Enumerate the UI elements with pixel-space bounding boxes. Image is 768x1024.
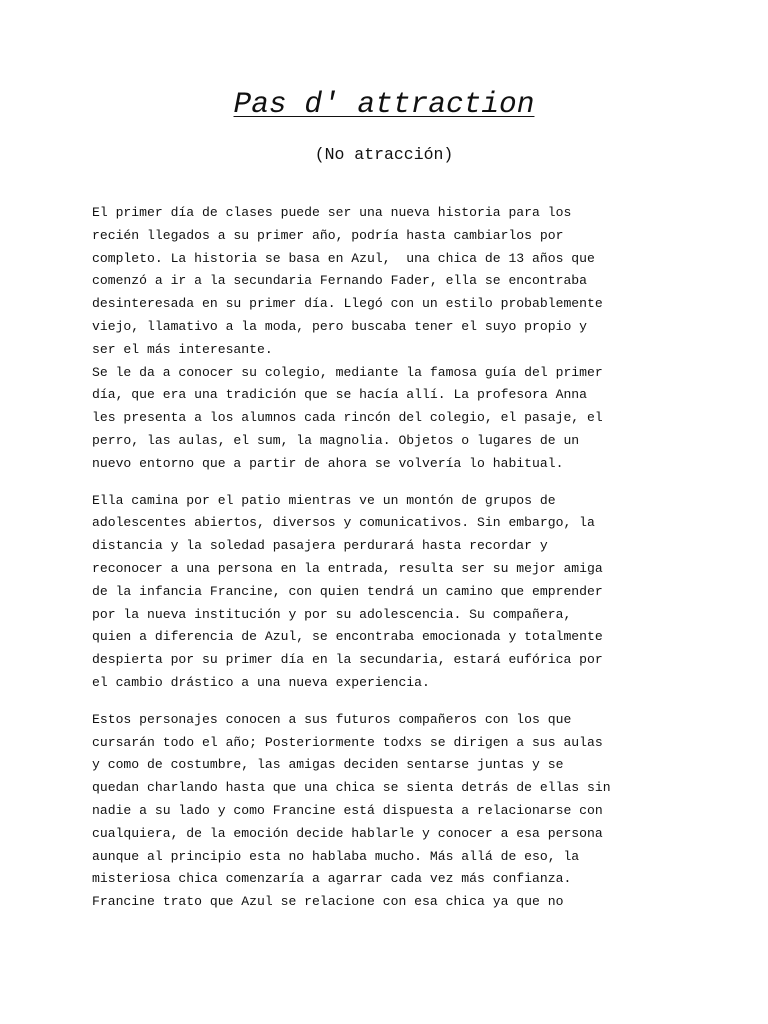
document-body — [92, 202, 692, 914]
paragraph-line: perro, las aulas, el sum, la magnolia. Objetos o lugares de un — [92, 432, 580, 448]
paragraph-line: adolescentes abiertos, diversos y comunicativos. Sin embargo, la — [92, 515, 595, 531]
paragraph-gap — [92, 695, 692, 709]
paragraph-line: por la nueva institución y por su adolescencia. Su compañera, — [92, 606, 572, 622]
paragraph-2 — [92, 362, 692, 476]
paragraph-line: cursarán todo el año; Posteriormente todxs se dirigen a sus aulas — [92, 734, 603, 750]
paragraph-line: el cambio drástico a una nueva experiencia. — [92, 674, 430, 690]
paragraph-line: de la infancia Francine, con quien tendrá un camino que emprender — [92, 583, 603, 599]
paragraph-1 — [92, 202, 692, 362]
paragraph-line: nadie a su lado y como Francine está dispuesta a relacionarse con — [92, 802, 603, 818]
paragraph-line: les presenta a los alumnos cada rincón del colegio, el pasaje, el — [92, 410, 603, 426]
document-title: Pas d' attraction — [233, 87, 535, 121]
paragraph-line: desinteresada en su primer día. Llegó con un estilo probablemente — [92, 296, 603, 312]
paragraph-line: Francine trato que Azul se relacione con esa chica ya que no — [92, 894, 564, 910]
paragraph-line: ser el más interesante. — [92, 341, 273, 357]
paragraph-line: día, que era una tradición que se hacía allí. La profesora Anna — [92, 387, 588, 403]
paragraph-4 — [92, 709, 692, 914]
paragraph-line: Se le da a conocer su colegio, mediante la famosa guía del primer — [92, 364, 603, 380]
paragraph-line: quedan charlando hasta que una chica se sienta detrás de ellas sin — [92, 780, 611, 796]
paragraph-gap — [92, 476, 692, 490]
paragraph-line: viejo, llamativo a la moda, pero buscaba tener el suyo propio y — [92, 318, 588, 334]
paragraph-3 — [92, 490, 692, 695]
paragraph-line: completo. La historia se basa en Azul, una chica de 13 años que — [92, 250, 595, 266]
paragraph-line: comenzó a ir a la secundaria Fernando Fader, ella se encontraba — [92, 273, 588, 289]
paragraph-line: despierta por su primer día en la secundaria, estará eufórica por — [92, 652, 603, 668]
paragraph-line: Estos personajes conocen a sus futuros compañeros con los que — [92, 711, 572, 727]
paragraph-line: aunque al principio esta no hablaba mucho. Más allá de eso, la — [92, 848, 580, 864]
paragraph-line: y como de costumbre, las amigas deciden sentarse juntas y se — [92, 757, 564, 773]
paragraph-line: misteriosa chica comenzaría a agarrar cada vez más confianza. — [92, 871, 572, 887]
paragraph-line: quien a diferencia de Azul, se encontraba emocionada y totalmente — [92, 629, 603, 645]
paragraph-line: nuevo entorno que a partir de ahora se volvería lo habitual. — [92, 455, 564, 471]
paragraph-line: cualquiera, de la emoción decide hablarle y conocer a esa persona — [92, 825, 603, 841]
paragraph-line: El primer día de clases puede ser una nueva historia para los — [92, 205, 572, 220]
paragraph-line: Ella camina por el patio mientras ve un montón de grupos de — [92, 492, 556, 508]
paragraph-line: recién llegados a su primer año, podría hasta cambiarlos por — [92, 227, 564, 243]
paragraph-line: distancia y la soledad pasajera perdurará hasta recordar y — [92, 538, 548, 554]
paragraph-line: reconocer a una persona en la entrada, resulta ser su mejor amiga — [92, 560, 603, 576]
document-subtitle: (No atracción) — [314, 145, 454, 164]
